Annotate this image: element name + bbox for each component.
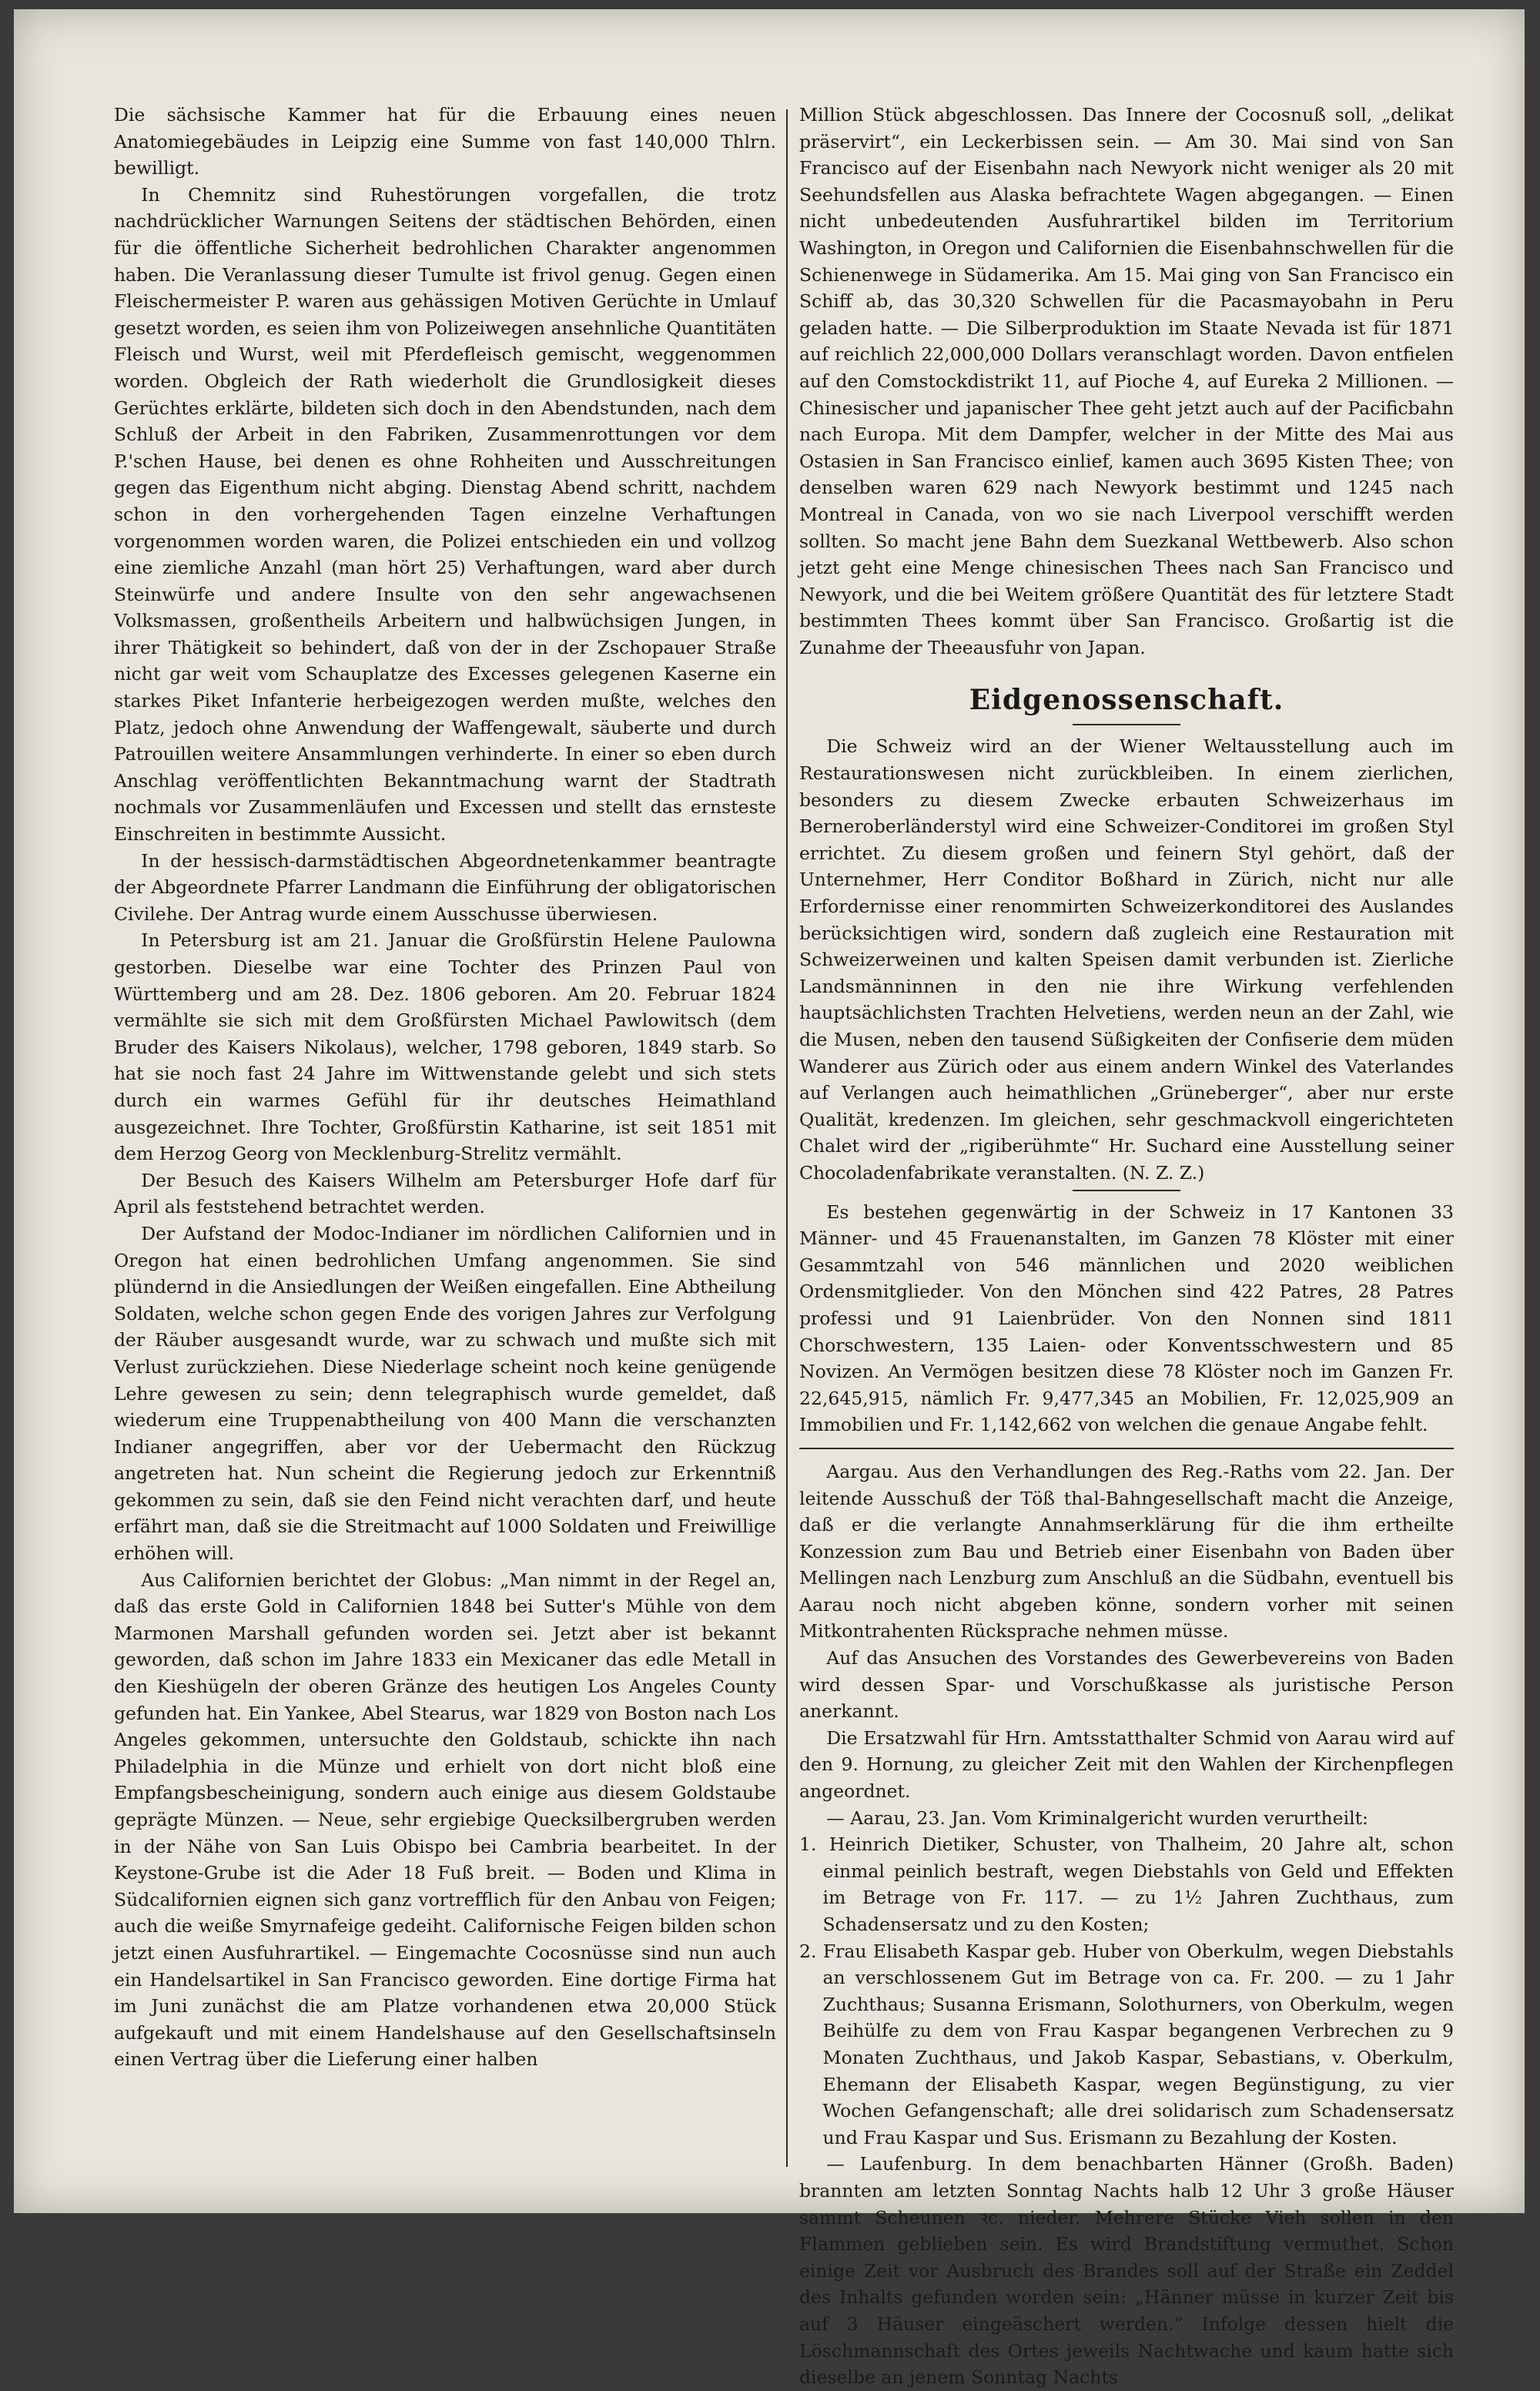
article-laufenburg: — Laufenburg. In dem benachbarten Hänner (Großh. Baden) brannten am letzten Sonntag Nachts halb 12 Uhr 3 große Häuser sammt Scheunen ꝛc. nieder. Mehrere Stücke Vieh sollen in den Flammen geblieben sein. Es wird Brandstiftung vermuthet. Schon einige Zeit vor Ausbruch des Brandes soll auf der Straße ein Zeddel des Inhalts gefunden worden sein: „Hänner müsse in kurzer Zeit bis auf 3 Häuser eingeäschert werden.“ Infolge dessen hielt die Löschmannschaft des Ortes jeweils Nachtwache und kaum hatte sich dieselbe an jenem Sonntag Nachts [799, 2153, 1454, 2389]
article-gewerbeverein: Auf das Ansuchen des Vorstandes des Gewerbevereins von Baden wird dessen Spar- und Vorschußkasse als juristische Person anerkannt. [799, 1647, 1454, 1723]
article-modoc: Der Aufstand der Modoc-Indianer im nördlichen Californien und in Oregon hat einen bedrohlichen Umfang angenommen. Sie sind plündernd in die Ansiedlungen der Weißen eingefallen. Eine Abtheilung Soldaten, welche schon gegen Ende des vorigen Jahres zur Verfolgung der Räuber ausgesandt wurde, war zu schwach und mußte sich mit Verlust zurückziehen. Diese Niederlage scheint noch keine genügende Lehre gewesen zu sein; denn telegraphisch wurde gemeldet, daß wiederum eine Truppenabtheilung von 400 Mann die verschanzten Indianer angegriffen, aber vor der Uebermacht den Rückzug angetreten hat. Nun scheint die Regierung jedoch zur Erkenntniß gekommen zu sein, daß sie den Feind nicht verachten darf, und heute erfährt man, daß sie die Streitmacht auf 1000 Soldaten und Freiwillige erhöhen will. [114, 1222, 776, 1565]
section-title: Eidgenossenschaft. [969, 684, 1284, 717]
article-monasteries: Es bestehen gegenwärtig in der Schweiz in 17 Kantonen 33 Männer- und 45 Frauenanstalten, im Ganzen 78 Klöster mit einer Gesammtzahl von 546 männlichen und 2020 weiblichen Ordensmitglieder. Von den Mönchen sind 422 Patres, 28 Patres professi und 91 Laienbrüder. Von den Nonnen sind 1811 Chorschwestern, 135 Laien- oder Konventsschwestern und 85 Novizen. An Vermögen besitzen diese 78 Klöster noch im Ganzen Fr. 22,645,915, nämlich Fr. 9,477,345 an Mobilien, Fr. 12,025,909 an Immobilien und Fr. 1,142,662 von welchen die genaue Angabe fehlt. [799, 1201, 1454, 1436]
article-hessen: In der hessisch-darmstädtischen Abgeordnetenkammer beantragte der Abgeordnete Pfarrer Landmann die Einführung der obligatorischen Civilehe. Der Antrag wurde einem Ausschusse überwiesen. [114, 849, 776, 925]
article-california-cont: Million Stück abgeschlossen. Das Innere der Cocosnuß soll, „delikat präservirt“, ein Leckerbissen sein. — Am 30. Mai sind von San Francisco auf der Eisenbahn nach Newyork nicht weniger als 20 mit Seehundsfellen aus Alaska befrachtete Wagen abgegangen. — Einen nicht unbedeutenden Ausfuhrartikel bilden im Territorium Washington, in Oregon und Californien die Eisenbahnschwellen für die Schienenwege in Südamerika. Am 15. Mai ging von San Francisco ein Schiff ab, das 30,320 Schwellen für die Pacasmayobahn in Peru geladen hatte. — Die Silberproduktion im Staate Nevada ist für 1871 auf reichlich 22,000,000 Dollars veranschlagt worden. Davon entfielen auf den Comstockdistrikt 11, auf Pioche 4, auf Eureka 2 Millionen. — Chinesischer und japanischer Thee geht jetzt auch auf der Pacificbahn nach Europa. Mit dem Dampfer, welcher in der Mitte des Mai aus Ostasien in San Francisco einlief, kamen auch 3695 Kisten Thee; von denselben waren 629 nach Newyork bestimmt und 1245 nach Montreal in Canada, von wo sie nach Liverpool verschifft werden sollten. So macht jene Bahn dem Suezkanal Wettbewerb. Also schon jetzt geht eine Menge chinesischen Thees nach San Francisco und Newyork, und die bei Weitem größere Quantität des für letztere Stadt bestimmten Thees kommt über San Francisco. Großartig ist die Zunahme der Theeausfuhr von Japan. [799, 104, 1454, 658]
article-vienna-expo: Die Schweiz wird an der Wiener Weltausstellung auch im Restaurationswesen nicht zurückbleiben. In einem zierlichen, besonders zu diesem Zwecke erbauten Schweizerhaus im Berneroberländerstyl wird eine Schweizer-Conditorei im großen Styl errichtet. Zu diesem großen und feinern Styl gehört, daß der Unternehmer, Herr Conditor Boßhard in Zürich, nicht nur alle Erfordernisse einer renommirten Schweizerkonditorei des Auslandes berücksichtigen wird, sondern daß zugleich eine Restauration mit Schweizerweinen und kalten Speisen damit verbunden ist. Zierliche Landsmänninnen in den nie ihre Wirkung verfehlenden hauptsächlichsten Trachten Helvetiens, werden neun an der Zahl, wie die Musen, neben den tausend Süßigkeiten der Confiserie dem müden Wanderer aus Zürich oder aus einem andern Winkel des Vaterlandes auf Verlangen auch heimathlichen „Grüneberger“, aber nur erste Qualität, kredenzen. Im gleichen, sehr geschmackvoll eingerichteten Chalet wird der „rigiberühmte“ Hr. Suchard eine Ausstellung seiner Chocoladenfabrikate veranstalten. (N. Z. Z.) [799, 735, 1454, 1184]
article-ersatzwahl: Die Ersatzwahl für Hrn. Amtsstatthalter Schmid von Aarau wird auf den 9. Hornung, zu gleicher Zeit mit den Wahlen der Kirchenpflegen angeordnet. [799, 1726, 1454, 1803]
article-california: Aus Californien berichtet der Globus: „Man nimmt in der Regel an, daß das erste Gold in Californien 1848 bei Sutter's Mühle von dem Marmonen Marshall gefunden worden sei. Jetzt aber ist bekannt geworden, daß schon im Jahre 1833 ein Mexicaner das edle Metall in den Kieshügeln der oberen Gränze des heutigen Los Angeles County gefunden hat. Ein Yankee, Abel Stearus, war 1829 von Boston nach Los Angeles gekommen, untersuchte den Goldstaub, schickte ihn nach Philadelphia in die Münze und erhielt von dort nicht bloß eine Empfangsbescheinigung, sondern auch einige aus diesem Goldstaube geprägte Münzen. — Neue, sehr ergiebige Quecksilbergruben werden in der Nähe von San Luis Obispo bei Cambria bearbeitet. In der Keystone-Grube ist die Ader 18 Fuß breit. — Boden und Klima in Südcalifornien eignen sich ganz vortrefflich für den Anbau von Feigen; auch die weiße Smyrnafeige gedeiht. Californische Feigen bilden schon jetzt einen Ausfuhrartikel. — Eingemachte Cocosnüsse sind nun auch ein Handelsartikel in San Francisco geworden. Eine dortige Firma hat im Juni zunächst die am Platze vorhandenen etwa 20,000 Stück aufgekauft und mit einem Handelshause auf den Gesellschaftsinseln einen Vertrag über die Lieferung einer halben [114, 1569, 776, 2071]
article-kaiser-visit: Der Besuch des Kaisers Wilhelm am Petersburger Hofe darf für April als feststehend betrachtet werden. [114, 1169, 776, 1218]
article-aargau: Aargau. Aus den Verhandlungen des Reg.-Raths vom 22. Jan. Der leitende Ausschuß der Töß thal-Bahngesellschaft macht die Anzeige, daß er die verlangte Annahmserklärung für die ihm ertheilte Konzession zum Bau und Betrieb einer Eisenbahn von Baden über Mellingen nach Lenzburg zum Anschluß an die Südbahn, eventuell bis Aarau noch nicht abgeben könne, sondern vorher mit seinen Mitkontrahenten Rücksprache nehmen müsse. [799, 1460, 1454, 1643]
verdict-1: 1. Heinrich Dietiker, Schuster, von Thalheim, 20 Jahre alt, schon einmal peinlich bestraft, wegen Diebstahls von Geld und Effekten im Betrage von Fr. 117. — zu 1½ Jahren Zuchthaus, zum Schadensersatz und zu den Kosten; [799, 1833, 1454, 1935]
separator-rule [1073, 1190, 1180, 1191]
separator-long-rule [799, 1448, 1454, 1449]
column-rule [786, 109, 788, 2167]
left-column [114, 102, 776, 2182]
newspaper-page [14, 9, 1525, 2389]
article-chemnitz: In Chemnitz sind Ruhestörungen vorgefallen, die trotz nachdrücklicher Warnungen Seitens der städtischen Behörden, einen für die öffentliche Sicherheit bedrohlichen Charakter angenommen haben. Die Veranlassung dieser Tumulte ist frivol genug. Gegen einen Fleischermeister P. waren aus gehässigen Motiven Gerüchte in Umlauf gesetzt worden, es seien ihm von Polizeiwegen ansehnliche Quantitäten Fleisch und Wurst, weil mit Pferdefleisch gemischt, weggenommen worden. Obgleich der Rath wiederholt die Grundlosigkeit dieses Gerüchtes erklärte, bildeten sich doch in den Abendstunden, nach dem Schluß der Arbeit in den Fabriken, Zusammenrottungen vor dem P.'schen Hause, bei denen es ohne Rohheiten und Ausschreitungen gegen das Eigenthum nicht abging. Dienstag Abend schritt, nachdem schon in den vorhergehenden Tagen einzelne Verhaftungen vorgenommen worden waren, die Polizei entschieden ein und vollzog eine ziemliche Anzahl (man hört 25) Verhaftungen, ward aber durch Steinwürfe und andere Insulte von den sehr angewachsenen Volksmassen, großentheils Arbeitern und halbwüchsigen Jungen, in ihrer Thätigkeit so behindert, daß von der in der Zschopauer Straße nicht gar weit vom Schauplatze des Excesses gelegenen Kaserne ein starkes Piket Infanterie herbeigezogen werden mußte, welches den Platz, jedoch ohne Anwendung der Waffengewalt, säuberte und durch Patrouillen weitere Ansammlungen verhinderte. In einer so eben durch Anschlag veröffentlichten Bekanntmachung warnt der Stadtrath nochmals vor Zusammenläufen und Excessen und stellt das ernsteste Einschreiten in bestimmte Aussicht. [114, 183, 776, 846]
article-saxony: Die sächsische Kammer hat für die Erbauung eines neuen Anatomiegebäudes in Leipzig eine Summe von fast 140,000 Thlrn. bewilligt. [114, 104, 776, 179]
article-petersburg: In Petersburg ist am 21. Januar die Großfürstin Helene Paulowna gestorben. Dieselbe war eine Tochter des Prinzen Paul von Württemberg und am 28. Dez. 1806 geboren. Am 20. Februar 1824 vermählte sie sich mit dem Großfürsten Michael Pawlowitsch (dem Bruder des Kaisers Nikolaus), welcher, 1798 geboren, 1849 starb. So hat sie noch fast 24 Jahre im Wittwenstande gelebt und sich stets durch ein warmes Gefühl für ihr deutsches Heimathland ausgezeichnet. Ihre Tochter, Großfürstin Katharine, ist seit 1851 mit dem Herzog Georg von Mecklenburg-Strelitz vermählt. [114, 929, 776, 1165]
article-aarau-court: — Aarau, 23. Jan. Vom Kriminalgericht wurden verurtheilt: [826, 1807, 1368, 1829]
title-rule [1073, 724, 1180, 725]
right-column [799, 102, 1454, 2389]
verdict-2: 2. Frau Elisabeth Kaspar geb. Huber von Oberkulm, wegen Diebstahls an verschlossenem Gut im Betrage von ca. Fr. 200. — zu 1 Jahr Zuchthaus; Susanna Erismann, Solothurners, von Oberkulm, wegen Beihülfe zu dem von Frau Kaspar begangenen Verbrechen zu 9 Monaten Zuchthaus, und Jakob Kaspar, Sebastians, v. Oberkulm, Ehemann der Elisabeth Kaspar, wegen Begünstigung, zu vier Wochen Gefangenschaft; alle drei solidarisch zum Schadensersatz und Frau Kaspar und Sus. Erismann zu Bezahlung der Kosten. [799, 1940, 1454, 2148]
